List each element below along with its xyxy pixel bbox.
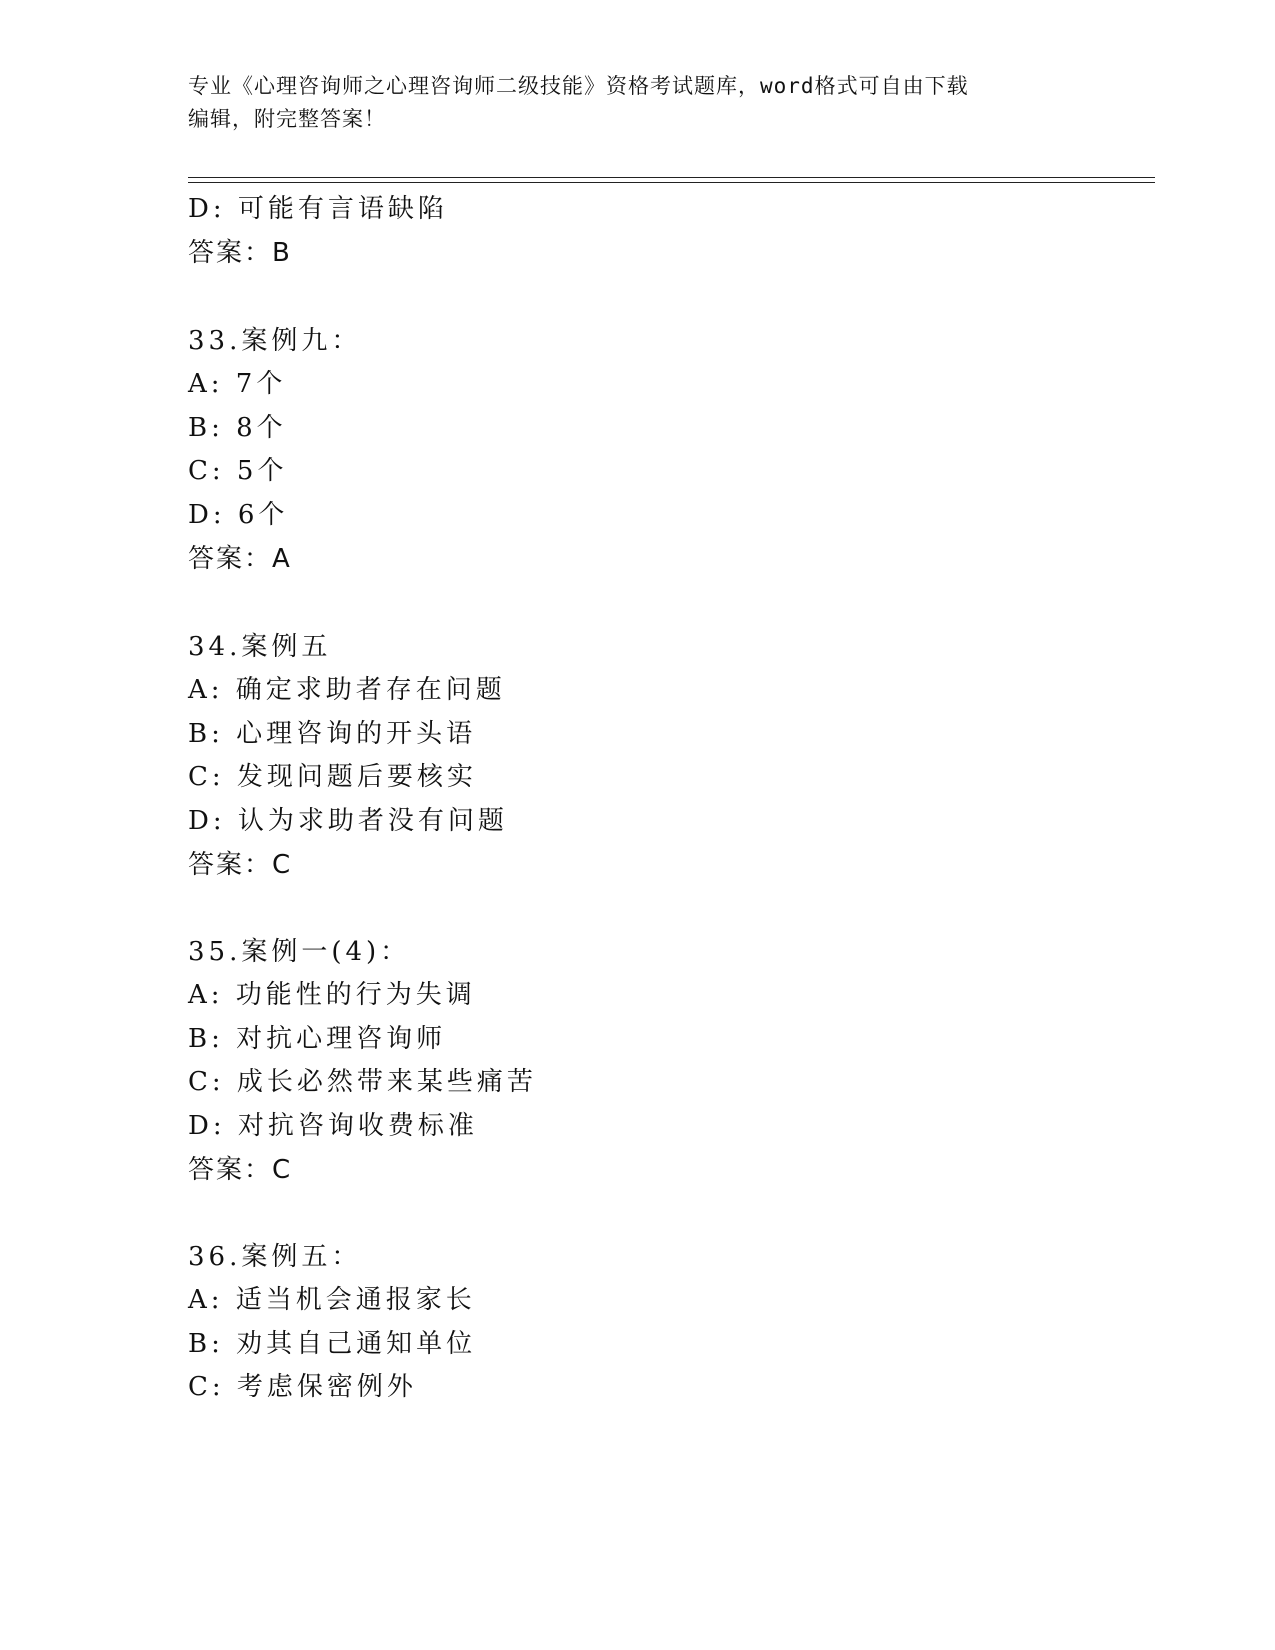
question-34-option-d: D: 认为求助者没有问题 (188, 806, 508, 836)
question-36-option-c: C: 考虑保密例外 (188, 1372, 417, 1402)
header-divider-bottom (188, 182, 1155, 183)
answer-line: 答案：B (188, 238, 292, 268)
question-33-option-b: B: 8个 (188, 413, 287, 443)
question-33-stem: 33.案例九： (188, 326, 362, 356)
question-35-option-b: B: 对抗心理咨询师 (188, 1024, 447, 1054)
header-line-2: 编辑，附完整答案！ (188, 107, 386, 131)
question-35-option-c: C: 成长必然带来某些痛苦 (188, 1067, 537, 1097)
question-34-option-c: C: 发现问题后要核实 (188, 762, 477, 792)
document-header (188, 70, 1088, 136)
question-34-answer: 答案：C (188, 850, 293, 880)
question-33-answer: 答案：A (188, 544, 292, 574)
question-35-answer: 答案：C (188, 1155, 293, 1185)
question-33-option-c: C: 5个 (188, 456, 288, 486)
question-36-option-a: A: 适当机会通报家长 (188, 1285, 476, 1315)
question-35-option-a: A: 功能性的行为失调 (188, 980, 476, 1010)
question-34-option-b: B: 心理咨询的开头语 (188, 719, 477, 749)
question-34-stem: 34.案例五 (188, 632, 332, 662)
question-34-option-a: A: 确定求助者存在问题 (188, 675, 506, 705)
header-line-1: 专业《心理咨询师之心理咨询师二级技能》资格考试题库，word格式可自由下载 (188, 74, 969, 98)
option-d: D: 可能有言语缺陷 (188, 194, 448, 224)
header-divider-top (188, 177, 1155, 178)
question-35-option-d: D: 对抗咨询收费标准 (188, 1111, 478, 1141)
question-33-option-a: A: 7个 (188, 369, 287, 399)
question-36-option-b: B: 劝其自己通知单位 (188, 1329, 477, 1359)
question-33-option-d: D: 6个 (188, 500, 289, 530)
question-36-stem: 36.案例五： (188, 1242, 362, 1272)
question-35-stem: 35.案例一(4)： (188, 937, 411, 967)
